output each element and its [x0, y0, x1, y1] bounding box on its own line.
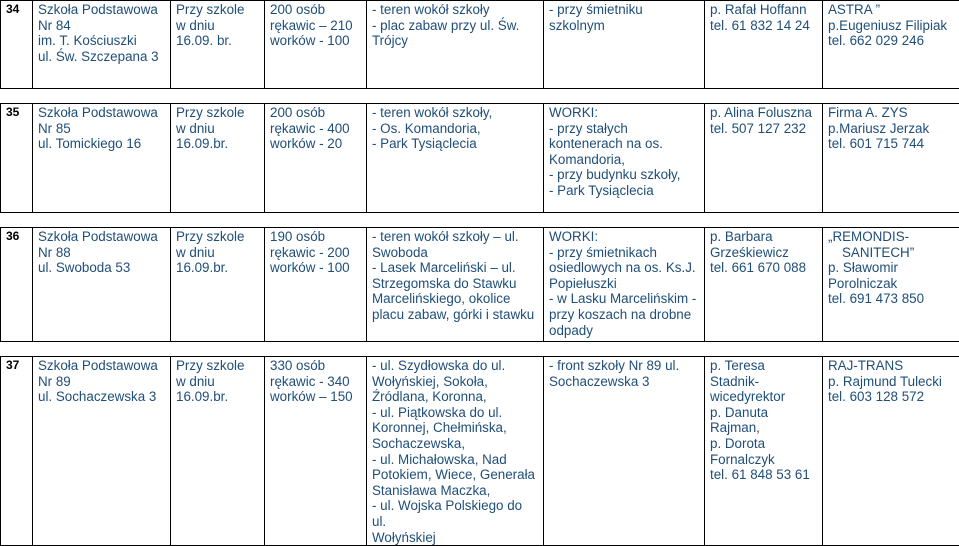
cell-line: Nr 89 — [38, 374, 165, 390]
cell-line: p. Barbara — [710, 229, 817, 245]
table-row — [1, 104, 959, 213]
cell-line: 190 osób — [270, 229, 361, 245]
participants-supplies-cell — [265, 357, 367, 546]
cell-line: tel. 603 128 572 — [828, 389, 954, 405]
row-spacer — [1, 89, 959, 104]
cell-line: Nr 84 — [38, 18, 165, 34]
cell-line: Strzegomska do Stawku — [372, 276, 538, 292]
cell-line: Popiełuszki — [549, 276, 699, 292]
cell-line: Sochaczewska 3 — [549, 374, 699, 390]
participants-supplies-cell — [265, 228, 367, 342]
cell-line: ASTRA ” — [828, 2, 954, 18]
cell-line: Szkoła Podstawowa — [38, 229, 165, 245]
cell-line: - przy stałych — [549, 121, 699, 137]
cell-line: - teren wokół szkoły, — [372, 105, 538, 121]
participants-supplies-cell — [265, 1, 367, 89]
cell-line: p. Sławomir — [828, 260, 954, 276]
cell-line: - Park Tysiąclecia — [549, 183, 699, 199]
cell-line: Koronnej, Chełmińska, — [372, 420, 538, 436]
company-cell — [823, 104, 959, 213]
cell-line: - przy śmietniku szkolnym — [549, 2, 699, 33]
cell-line: osiedlowych na os. Ks.J. — [549, 260, 699, 276]
cell-line: Swoboda — [372, 245, 538, 261]
cell-line: „REMONDIS- — [828, 229, 954, 245]
cell-line: odpady — [549, 323, 699, 339]
cell-line: ul. Swoboda 53 — [38, 260, 165, 276]
cell-line: Przy szkole — [176, 2, 259, 18]
cell-line: Źródlana, Koronna, — [372, 389, 538, 405]
row-number-cell: 37 — [1, 357, 33, 546]
cell-line: Przy szkole — [176, 229, 259, 245]
cell-line: - ul. Szydłowska do ul. — [372, 358, 538, 374]
coordinator-cell — [705, 1, 823, 89]
cell-line: - teren wokół szkoły – ul. — [372, 229, 538, 245]
cell-line: ul. Św. Szczepana 3 — [38, 49, 165, 65]
bag-dropoff-cell — [544, 228, 705, 342]
cell-line: tel. 507 127 232 — [710, 121, 817, 137]
cell-line: worków - 20 — [270, 136, 361, 152]
cell-line: ul. Sochaczewska 3 — [38, 389, 165, 405]
cleanup-areas-cell — [367, 1, 544, 89]
cell-line: Firma A. ZYS — [828, 105, 954, 121]
cell-line: - ul. Wojska Polskiego do ul. — [372, 498, 538, 529]
row-spacer — [1, 342, 959, 357]
cell-line: placu zabaw, górki i stawku — [372, 307, 538, 323]
location-date-cell — [171, 104, 265, 213]
table-body — [1, 1, 959, 546]
cell-line: Wołyńskiej — [372, 530, 538, 546]
cell-line: w dniu — [176, 245, 259, 261]
spacer-cell — [1, 89, 959, 104]
table-row — [1, 357, 959, 546]
cell-line: p.Eugeniusz Filipiak — [828, 18, 954, 34]
coordinator-cell — [705, 357, 823, 546]
cell-line: Przy szkole — [176, 358, 259, 374]
cell-line: rękawic - 340 — [270, 374, 361, 390]
cell-line: WORKI: — [549, 229, 699, 245]
cell-line: p. Danuta Rajman, — [710, 405, 817, 436]
cell-line: przy koszach na drobne — [549, 307, 699, 323]
cell-line: RAJ-TRANS — [828, 358, 954, 374]
cell-line: 16.09.br. — [176, 136, 259, 152]
cell-line: worków - 100 — [270, 260, 361, 276]
cell-line: Trójcy — [372, 33, 538, 49]
cell-line: worków – 150 — [270, 389, 361, 405]
cell-line: - plac zabaw przy ul. Św. — [372, 18, 538, 34]
cell-line: rękawic - 200 — [270, 245, 361, 261]
cell-line: p.Mariusz Jerzak — [828, 121, 954, 137]
cell-line: Wołyńskiej, Sokoła, — [372, 374, 538, 390]
cell-line: - przy budynku szkoły, — [549, 167, 699, 183]
cell-line: Porolniczak — [828, 276, 954, 292]
cell-line: Szkoła Podstawowa — [38, 358, 165, 374]
cell-line: kontenerach na os. — [549, 136, 699, 152]
cell-line: - ul. Michałowska, Nad — [372, 452, 538, 468]
cell-line: w dniu — [176, 374, 259, 390]
row-number-cell: 35 — [1, 104, 33, 213]
cell-line: - Os. Komandoria, — [372, 121, 538, 137]
cell-line: - teren wokół szkoły — [372, 2, 538, 18]
school-cell — [33, 228, 171, 342]
cell-line: p. Rajmund Tulecki — [828, 374, 954, 390]
spacer-cell — [1, 342, 959, 357]
cell-line: - Lasek Marceliński – ul. — [372, 260, 538, 276]
cell-line: tel. 61 848 53 61 — [710, 467, 817, 483]
cell-line: tel. 601 715 744 — [828, 136, 954, 152]
cleanup-areas-cell — [367, 357, 544, 546]
cell-line: Szkoła Podstawowa — [38, 105, 165, 121]
cell-line: p. Rafał Hoffann — [710, 2, 817, 18]
location-date-cell — [171, 228, 265, 342]
table-row — [1, 1, 959, 89]
bag-dropoff-cell — [544, 357, 705, 546]
cell-line: tel. 661 670 088 — [710, 260, 817, 276]
cell-line: tel. 691 473 850 — [828, 291, 954, 307]
cell-line: 200 osób — [270, 2, 361, 18]
cell-line: WORKI: — [549, 105, 699, 121]
cell-line: Stanisława Maczka, — [372, 483, 538, 499]
row-spacer — [1, 213, 959, 228]
cell-line: tel. 662 029 246 — [828, 33, 954, 49]
table-row — [1, 228, 959, 342]
school-cell — [33, 357, 171, 546]
cell-line: p. Teresa Stadnik- — [710, 358, 817, 389]
bag-dropoff-cell — [544, 104, 705, 213]
cell-line: 16.09.br. — [176, 260, 259, 276]
cell-line: 16.09.br. — [176, 389, 259, 405]
bag-dropoff-cell — [544, 1, 705, 89]
cell-line: SANITECH” — [828, 245, 954, 261]
cell-line: rękawic - 400 — [270, 121, 361, 137]
cell-line: Przy szkole — [176, 105, 259, 121]
cell-line: Komandoria, — [549, 152, 699, 168]
location-date-cell — [171, 1, 265, 89]
participants-supplies-cell — [265, 104, 367, 213]
coordinator-cell — [705, 104, 823, 213]
row-number-cell: 36 — [1, 228, 33, 342]
school-cell — [33, 104, 171, 213]
cell-line: Grześkiewicz — [710, 245, 817, 261]
spacer-cell — [1, 213, 959, 228]
cell-line: - przy śmietnikach — [549, 245, 699, 261]
cell-line: Fornalczyk — [710, 452, 817, 468]
cell-line: p. Alina Foluszna — [710, 105, 817, 121]
company-cell — [823, 1, 959, 89]
cell-line: Marcelińskiego, okolice — [372, 291, 538, 307]
cleanup-areas-cell — [367, 104, 544, 213]
cell-line: Nr 85 — [38, 121, 165, 137]
cell-line: - Park Tysiąclecia — [372, 136, 538, 152]
school-cell — [33, 1, 171, 89]
coordinator-cell — [705, 228, 823, 342]
cell-line: ul. Tomickiego 16 — [38, 136, 165, 152]
cell-line: Sochaczewska, — [372, 436, 538, 452]
cell-line: - front szkoły Nr 89 ul. — [549, 358, 699, 374]
cell-line: im. T. Kościuszki — [38, 33, 165, 49]
cell-line: w dniu — [176, 121, 259, 137]
company-cell — [823, 228, 959, 342]
cell-line: 330 osób — [270, 358, 361, 374]
cell-line: - ul. Piątkowska do ul. — [372, 405, 538, 421]
cleanup-areas-cell — [367, 228, 544, 342]
cell-line: worków - 100 — [270, 33, 361, 49]
cell-line: Potokiem, Wiece, Generała — [372, 467, 538, 483]
location-date-cell — [171, 357, 265, 546]
cell-line: Szkoła Podstawowa — [38, 2, 165, 18]
cell-line: tel. 61 832 14 24 — [710, 18, 817, 34]
cell-line: 200 osób — [270, 105, 361, 121]
cell-line: Nr 88 — [38, 245, 165, 261]
cell-line: - w Lasku Marcelińskim - — [549, 291, 699, 307]
row-number-cell: 34 — [1, 1, 33, 89]
cell-line: rękawic – 210 — [270, 18, 361, 34]
cell-line: w dniu — [176, 18, 259, 34]
cell-line: 16.09. br. — [176, 33, 259, 49]
cell-line: p. Dorota — [710, 436, 817, 452]
cell-line: wicedyrektor — [710, 389, 817, 405]
company-cell — [823, 357, 959, 546]
